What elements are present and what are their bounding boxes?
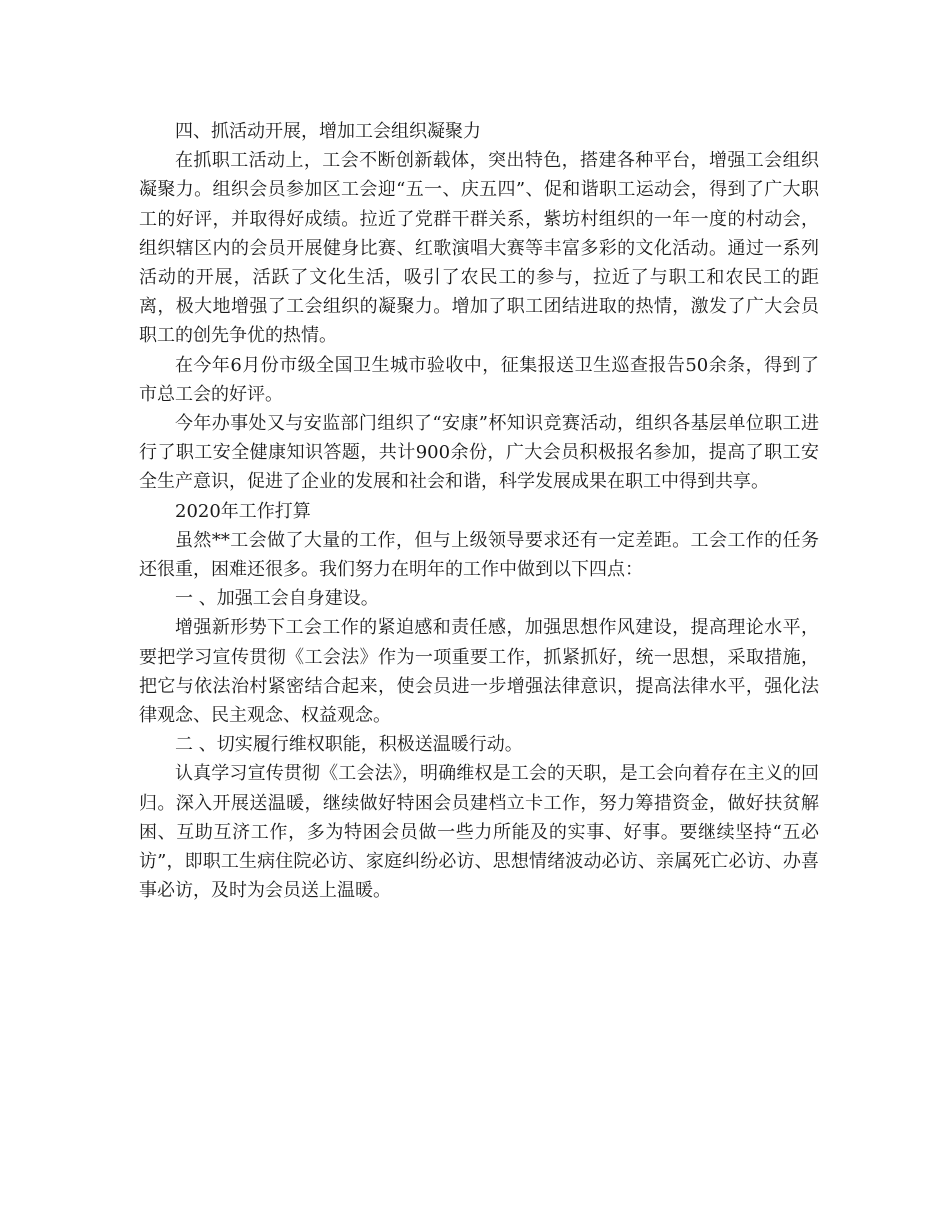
section-heading: 2020年工作打算 bbox=[175, 500, 311, 522]
section-heading: 四、抓活动开展，增加工会组织凝聚力 bbox=[175, 121, 481, 142]
body-paragraph: 虽然**工会做了大量的工作，但与上级领导要求还有一定差距。工会工作的任务还很重，困难还很多。我们努力在明年的工作中做到以下四点： bbox=[139, 529, 819, 581]
section-heading: 二 、切实履行维权职能，积极送温暖行动。 bbox=[175, 734, 523, 756]
section-heading: 一 、加强工会自身建设。 bbox=[175, 588, 379, 610]
body-paragraph: 今年办事处又与安监部门组织了“安康”杯知识竞赛活动，组织各基层单位职工进行了职工安全健康知识答题，共计900余份，广大会员积极报名参加，提高了职工安全生产意识，促进了企业的发展和社会和谐，科学发展成果在职工中得到共享。 bbox=[139, 413, 819, 493]
body-paragraph: 认真学习宣传贯彻《工会法》，明确维权是工会的天职，是工会向着存在主义的回归。深入开展送温暖，继续做好特困会员建档立卡工作，努力筹措资金，做好扶贫解困、互助互济工作，多为特困会员做一些力所能及的实事、好事。要继续坚持“五必访”，即职工生病住院必访、家庭纠纷必访、思想情绪波动必访、亲属死亡必访、办喜事必访，及时为会员送上温暖。 bbox=[139, 763, 819, 902]
body-paragraph: 增强新形势下工会工作的紧迫感和责任感，加强思想作风建设，提高理论水平，要把学习宣传贯彻《工会法》作为一项重要工作，抓紧抓好，统一思想，采取措施，把它与依法治村紧密结合起来，使会员进一步增强法律意识，提高法律水平，强化法律观念、民主观念、权益观念。 bbox=[139, 617, 819, 727]
body-paragraph: 在今年6月份市级全国卫生城市验收中，征集报送卫生巡查报告50余条，得到了市总工会的好评。 bbox=[139, 354, 819, 405]
body-paragraph: 在抓职工活动上，工会不断创新载体，突出特色，搭建各种平台，增强工会组织凝聚力。组织会员参加区工会迎“五一、庆五四”、促和谐职工运动会，得到了广大职工的好评，并取得好成绩。拉近了党群干群关系，紫坊村组织的一年一度的村动会，组织辖区内的会员开展健身比赛、红歌演唱大赛等丰富多彩的文化活动。通过一系列活动的开展，活跃了文化生活，吸引了农民工的参与，拉近了与职工和农民工的距离，极大地增强了工会组织的凝聚力。增加了职工团结进取的热情，激发了广大会员职工的创先争优的热情。 bbox=[139, 150, 819, 347]
document-body bbox=[139, 117, 819, 905]
